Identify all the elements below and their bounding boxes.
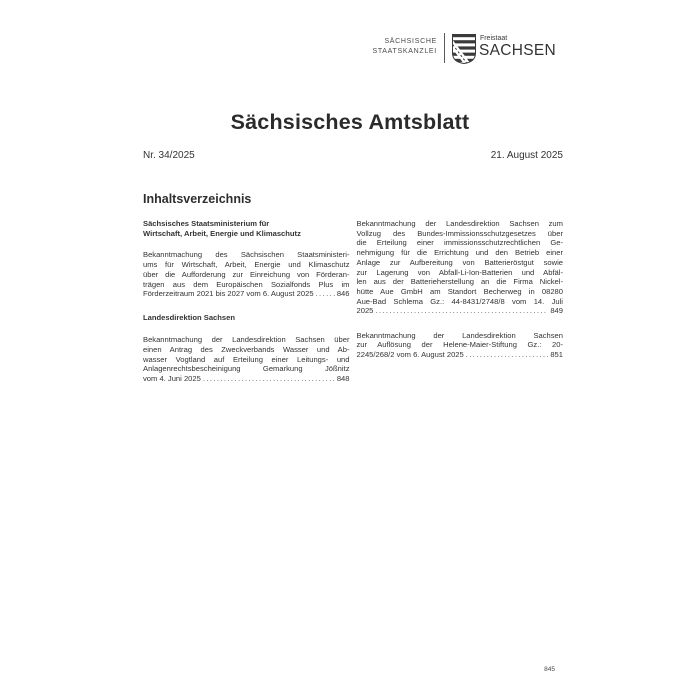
toc-column <box>357 219 564 398</box>
org-name-line2: STAATSKANZLEI <box>372 47 437 55</box>
toc-entry-last-line <box>357 306 564 316</box>
toc-heading: Inhaltsverzeichnis <box>143 192 252 206</box>
saxony-coat-of-arms-icon <box>452 34 476 64</box>
toc-entry-line: Anlagenrechtsbescheinigung Gemarkung Jößnitz <box>143 364 350 374</box>
issue-date: 21. August 2025 <box>490 150 563 161</box>
header-logo <box>372 33 556 64</box>
toc-entry-line: Bekanntmachung der Landesdirektion Sachsen zum <box>356 219 563 228</box>
toc-entry-page-number: 848 <box>336 373 350 383</box>
toc-entry <box>143 250 350 299</box>
toc-entry <box>143 335 350 384</box>
toc-entry-line: 2025 <box>356 306 374 316</box>
toc-section-heading-line: Sächsisches Staatsministerium für <box>143 219 270 228</box>
toc-entry-last-line <box>143 289 350 299</box>
toc-leader-dots <box>316 289 335 299</box>
state-name <box>479 35 556 58</box>
issue-row <box>143 150 563 161</box>
logo-divider <box>444 33 445 63</box>
toc-entry-line: zur Lagerung von Abfall-Li-Ion-Batterien und Abfäl- <box>356 267 563 277</box>
toc-leader-dots <box>203 374 335 384</box>
toc-entry-line: trägen aus dem Europäischen Sozialfonds Plus im <box>143 279 350 289</box>
page-title: Sächsisches Amtsblatt <box>230 110 470 134</box>
toc-entry-line: vom 4. Juni 2025 <box>143 373 201 383</box>
toc-entry-line: hütte Aue GmbH am Standort Becherweg in 08280 <box>356 286 563 296</box>
state-name-small: Freistaat <box>479 35 508 42</box>
issue-number: Nr. 34/2025 <box>143 150 195 161</box>
toc-entry-line: ums für Wirtschaft, Arbeit, Energie und Klimaschutz <box>143 260 350 270</box>
toc-column <box>143 219 350 398</box>
toc-leader-dots <box>466 350 549 360</box>
toc-entry-line: Vollzug des Bundes-Immissionsschutzgesetzes über <box>356 228 563 238</box>
toc-entry-line: Bekanntmachung des Sächsischen Staatsministeri- <box>143 250 350 260</box>
state-name-large: SACHSEN <box>478 42 556 59</box>
toc-entry-line: Bekanntmachung der Landesdirektion Sachsen <box>356 330 563 340</box>
toc-section-heading-line: Wirtschaft, Arbeit, Energie und Klimaschutz <box>143 228 301 238</box>
toc-leader-dots <box>375 306 548 316</box>
toc-columns <box>143 219 563 398</box>
toc-entry-line: Anlage zur Aufbereitung von Batterieröstgut sowie <box>356 257 563 267</box>
toc-entry-last-line <box>143 374 350 384</box>
toc-section-heading <box>143 219 350 238</box>
toc-entry-line: 2245/268/2 vom 6. August 2025 <box>356 349 464 359</box>
toc-entry-line: über die Aufforderung zur Einreichung von Förderan- <box>143 269 350 279</box>
toc-entry <box>357 331 564 360</box>
footer-page-number: 845 <box>544 666 555 673</box>
toc-entry-line: die Erteilung einer immissionsschutzrechtlichen Ge- <box>356 238 563 248</box>
toc-entry-line: wasser Vogtland auf Erteilung einer Leitungs- und <box>143 354 350 364</box>
toc-entry <box>357 219 564 316</box>
toc-entry-line: Aue-Bad Schlema Gz.: 44-8431/2748/8 vom 14. Juli <box>356 296 563 306</box>
toc-entry-line: nehmigung für die Errichtung und den Betrieb einer <box>356 248 563 258</box>
toc-entry-last-line <box>357 350 564 360</box>
org-name-line1: SÄCHSISCHE <box>384 38 437 45</box>
toc-entry-page-number: 846 <box>336 289 350 299</box>
toc-entry-line: Bekanntmachung der Landesdirektion Sachsen über <box>143 335 350 345</box>
toc-entry-page-number: 851 <box>550 349 563 359</box>
toc-entry-line: einen Antrag des Zweckverbands Wasser und Ab- <box>143 344 350 354</box>
org-name <box>372 37 436 56</box>
toc-entry-line: zur Auflösung der Helene-Maier-Stiftung Gz.: 20- <box>356 340 563 350</box>
toc-entry-page-number: 849 <box>550 306 563 316</box>
toc-section-heading-line: Landesdirektion Sachsen <box>143 313 235 323</box>
toc-section-heading <box>143 313 350 323</box>
toc-entry-line: len aus der Batterieherstellung an die Firma Nickel- <box>356 277 563 287</box>
toc-entry-line: Förderzeitraum 2021 bis 2027 vom 6. August 2025 <box>143 289 314 299</box>
